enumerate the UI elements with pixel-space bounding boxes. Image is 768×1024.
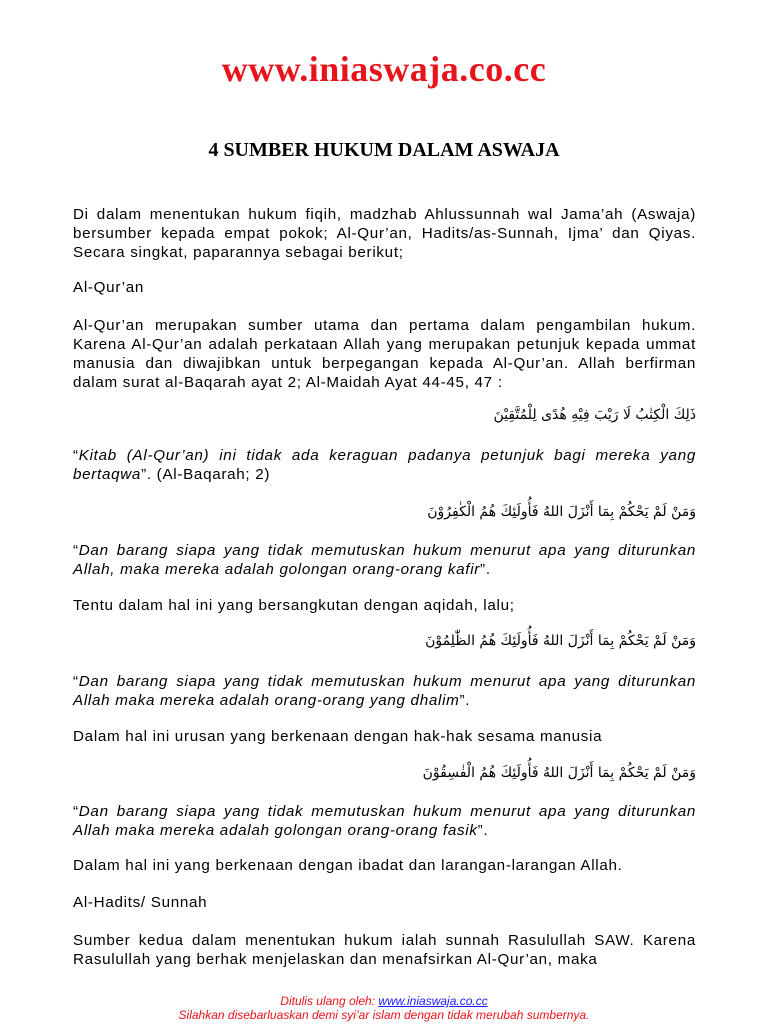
hadits-paragraph: Sumber kedua dalam menentukan hukum ialah sunnah Rasulullah SAW. Karena Rasulullah yang berhak menjelaskan dan menafsirkan Al-Qur’an, maka xyxy=(73,932,696,968)
quran-paragraph: Al-Qur’an merupakan sumber utama dan pertama dalam pengambilan hukum. Karena Al-Qur’an adalah perkataan Allah yang merupakan petunjuk kepada ummat manusia dan diwajibkan untuk berpegangan kepada Al-Qur’an. Allah berfirman dalam surat al-Baqarah ayat 2; Al-Maidah Ayat 44-45, 47 : xyxy=(73,317,696,391)
section-heading-quran: Al-Qur’an xyxy=(73,279,145,296)
verse-translation-2: “Dan barang siapa yang tidak memutuskan hukum menurut apa yang diturunkan Allah, maka mereka adalah golongan orang-orang kafir”. xyxy=(73,542,696,578)
section-heading-hadits: Al-Hadits/ Sunnah xyxy=(73,894,208,911)
note-hak: Dalam hal ini urusan yang berkenaan dengan hak-hak sesama manusia xyxy=(73,728,603,745)
verse-translation-4-text: Dan barang siapa yang tidak memutuskan hukum menurut apa yang diturunkan Allah maka mereka adalah golongan orang-orang fasik xyxy=(73,803,696,839)
arabic-verse-2: وَمَنْ لَمْ يَحْكُمْ بِمَا أَنْزَلَ اللهُ فَأُولَئِكَ هُمُ الْكٰفِرُوْنَ xyxy=(427,504,696,520)
verse-translation-4: “Dan barang siapa yang tidak memutuskan hukum menurut apa yang diturunkan Allah maka mereka adalah golongan orang-orang fasik”. xyxy=(73,803,696,839)
verse-translation-2-text: Dan barang siapa yang tidak memutuskan hukum menurut apa yang diturunkan Allah, maka mereka adalah golongan orang-orang kafir xyxy=(73,542,696,578)
footer-written-by xyxy=(0,994,768,1008)
site-url-heading: www.iniaswaja.co.cc xyxy=(221,49,547,89)
footer-notice: Silahkan disebarluaskan demi syi’ar islam dengan tidak merubah sumbernya. xyxy=(178,1008,590,1022)
verse-translation-3-text: Dan barang siapa yang tidak memutuskan hukum menurut apa yang diturunkan Allah maka mereka adalah orang-orang yang dhalim xyxy=(73,673,696,709)
verse-translation-2-suffix: . xyxy=(485,561,491,578)
note-aqidah: Tentu dalam hal ini yang bersangkutan dengan aqidah, lalu; xyxy=(73,597,515,614)
verse-translation-4-suffix: . xyxy=(483,822,489,839)
footer-site-link[interactable]: www.iniaswaja.co.cc xyxy=(378,994,488,1008)
footer-written-by-label: Ditulis ulang oleh: xyxy=(280,994,379,1008)
arabic-verse-4: وَمَنْ لَمْ يَحْكُمْ بِمَا أَنْزَلَ اللهُ فَأُولَئِكَ هُمُ الْفٰسِقُوْنَ xyxy=(422,765,696,781)
arabic-verse-1: ذَلِكَ الْكِتٰبُ لَا رَيْبَ فِيْهِ هُدًى لِلْمُتَّقِيْنَ xyxy=(493,407,696,423)
note-ibadat: Dalam hal ini yang berkenaan dengan ibadat dan larangan-larangan Allah. xyxy=(73,857,623,874)
document-title: 4 SUMBER HUKUM DALAM ASWAJA xyxy=(208,139,560,161)
arabic-verse-3: وَمَنْ لَمْ يَحْكُمْ بِمَا أَنْزَلَ اللهُ فَأُولَئِكَ هُمُ الظّٰلِمُوْنَ xyxy=(425,633,696,649)
verse-translation-3-suffix: . xyxy=(465,692,471,709)
verse-translation-3: “Dan barang siapa yang tidak memutuskan hukum menurut apa yang diturunkan Allah maka mereka adalah orang-orang yang dhalim”. xyxy=(73,673,696,709)
verse-translation-1-text: Kitab (Al-Qur’an) ini tidak ada keraguan padanya petunjuk bagi mereka yang bertaqwa xyxy=(73,447,696,483)
intro-paragraph: Di dalam menentukan hukum fiqih, madzhab Ahlussunnah wal Jama’ah (Aswaja) bersumber kepada empat pokok; Al-Qur’an, Hadits/as-Sunnah, Ijma’ dan Qiyas. Secara singkat, paparannya sebagai berikut; xyxy=(73,206,696,261)
verse-translation-1-ref: . (Al-Baqarah; 2) xyxy=(146,466,271,483)
verse-translation-1: “Kitab (Al-Qur’an) ini tidak ada keraguan padanya petunjuk bagi mereka yang bertaqwa”. (Al-Baqarah; 2) xyxy=(73,447,696,483)
